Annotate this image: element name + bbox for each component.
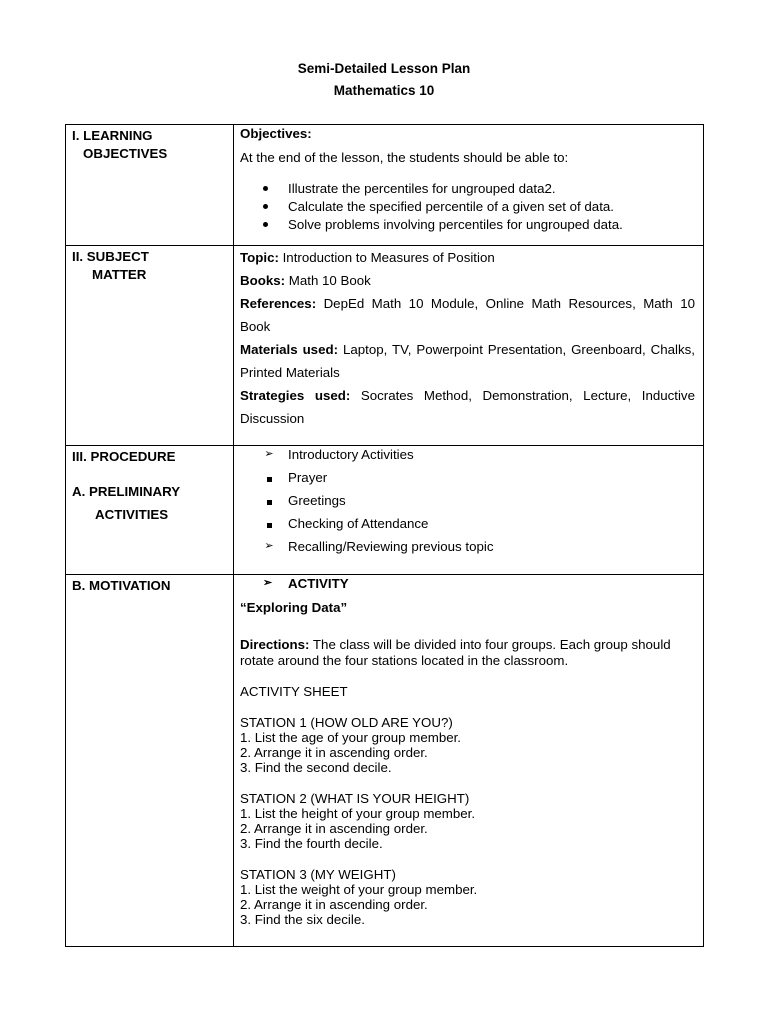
strategies-value: Socrates Method, Demonstration, Lecture, Inductive Discussion bbox=[240, 388, 695, 426]
procedure-row bbox=[66, 446, 704, 575]
objectives-list bbox=[240, 180, 695, 234]
procedure-item-text: Prayer bbox=[288, 470, 328, 485]
station-block bbox=[240, 867, 695, 927]
square-bullet-icon bbox=[263, 515, 275, 532]
subject-matter-label-line2: MATTER bbox=[92, 267, 147, 282]
procedure-item bbox=[240, 538, 695, 561]
directions-label: Directions: bbox=[240, 637, 310, 652]
motivation-row bbox=[66, 575, 704, 947]
station-step: 2. Arrange it in ascending order. bbox=[240, 745, 428, 760]
procedure-item-text: Introductory Activities bbox=[288, 447, 414, 462]
procedure-item bbox=[240, 492, 695, 515]
station-title: STATION 2 (WHAT IS YOUR HEIGHT) bbox=[240, 791, 470, 806]
materials-value: Laptop, TV, Powerpoint Presentation, Greenboard, Chalks, Printed Materials bbox=[240, 342, 695, 380]
procedure-item bbox=[240, 469, 695, 492]
station-block bbox=[240, 715, 695, 775]
procedure-item-text: Checking of Attendance bbox=[288, 516, 429, 531]
books-value: Math 10 Book bbox=[288, 273, 371, 288]
objectives-heading: Objectives: bbox=[240, 126, 312, 141]
references-label: References: bbox=[240, 296, 317, 311]
document-title: Semi-Detailed Lesson Plan bbox=[297, 61, 471, 76]
station-step: 3. Find the second decile. bbox=[240, 760, 392, 775]
station-step: 2. Arrange it in ascending order. bbox=[240, 897, 428, 912]
procedure-label-line3: ACTIVITIES bbox=[95, 507, 169, 522]
lesson-plan-table bbox=[65, 124, 704, 947]
procedure-content-cell bbox=[234, 446, 704, 575]
topic-value: Introduction to Measures of Position bbox=[282, 250, 495, 265]
station-step: 3. Find the fourth decile. bbox=[240, 836, 383, 851]
square-bullet-icon bbox=[263, 492, 275, 509]
procedure-label-line2: A. PRELIMINARY bbox=[72, 484, 181, 499]
references-value: DepEd Math 10 Module, Online Math Resources, Math 10 Book bbox=[240, 296, 695, 334]
station-step: 3. Find the six decile. bbox=[240, 912, 365, 927]
arrow-bullet-icon: ➢ bbox=[263, 577, 273, 589]
objectives-label-cell bbox=[66, 125, 234, 246]
topic-label: Topic: bbox=[240, 250, 279, 265]
objectives-label-line2: OBJECTIVES bbox=[83, 146, 168, 161]
objectives-content-cell bbox=[234, 125, 704, 246]
subject-matter-content-cell bbox=[234, 246, 704, 446]
document-subject: Mathematics 10 bbox=[333, 83, 435, 98]
procedure-list bbox=[240, 446, 695, 561]
objective-item: Solve problems involving percentiles for ungrouped data. bbox=[240, 216, 695, 234]
activity-title: “Exploring Data” bbox=[240, 600, 348, 615]
station-title: STATION 1 (HOW OLD ARE YOU?) bbox=[240, 715, 453, 730]
strategies-label: Strategies used: bbox=[240, 388, 351, 403]
arrow-bullet-icon: ➢ bbox=[264, 448, 274, 460]
station-title: STATION 3 (MY WEIGHT) bbox=[240, 867, 396, 882]
procedure-item-text: Greetings bbox=[288, 493, 346, 508]
materials-label: Materials used: bbox=[240, 342, 339, 357]
station-step: 1. List the height of your group member. bbox=[240, 806, 476, 821]
procedure-item bbox=[240, 446, 695, 469]
objectives-row bbox=[66, 125, 704, 246]
station-step: 1. List the age of your group member. bbox=[240, 730, 462, 745]
books-label: Books: bbox=[240, 273, 286, 288]
objectives-label-line1: I. LEARNING bbox=[72, 128, 153, 143]
procedure-item-text: Recalling/Reviewing previous topic bbox=[288, 539, 494, 554]
directions-text: The class will be divided into four groups. Each group should rotate around the four stations located in the classroom. bbox=[240, 637, 671, 668]
subject-matter-label-line1: II. SUBJECT bbox=[72, 249, 149, 264]
objectives-intro: At the end of the lesson, the students should be able to: bbox=[240, 150, 569, 165]
motivation-label: B. MOTIVATION bbox=[72, 578, 171, 593]
procedure-label-line1: III. PROCEDURE bbox=[72, 449, 176, 464]
objective-item: Calculate the specified percentile of a given set of data. bbox=[240, 198, 695, 216]
station-step: 2. Arrange it in ascending order. bbox=[240, 821, 428, 836]
arrow-bullet-icon: ➢ bbox=[264, 540, 274, 552]
procedure-item bbox=[240, 515, 695, 538]
subject-matter-label-cell bbox=[66, 246, 234, 446]
station-block bbox=[240, 791, 695, 851]
procedure-label-cell bbox=[66, 446, 234, 575]
activity-line bbox=[240, 575, 695, 592]
objective-item: Illustrate the percentiles for ungrouped data2. bbox=[240, 180, 695, 198]
motivation-content-cell bbox=[234, 575, 704, 947]
activity-sheet-title: ACTIVITY SHEET bbox=[240, 684, 348, 699]
motivation-label-cell bbox=[66, 575, 234, 947]
activity-label: ACTIVITY bbox=[288, 576, 349, 591]
subject-matter-row bbox=[66, 246, 704, 446]
station-step: 1. List the weight of your group member. bbox=[240, 882, 478, 897]
square-bullet-icon bbox=[263, 469, 275, 486]
